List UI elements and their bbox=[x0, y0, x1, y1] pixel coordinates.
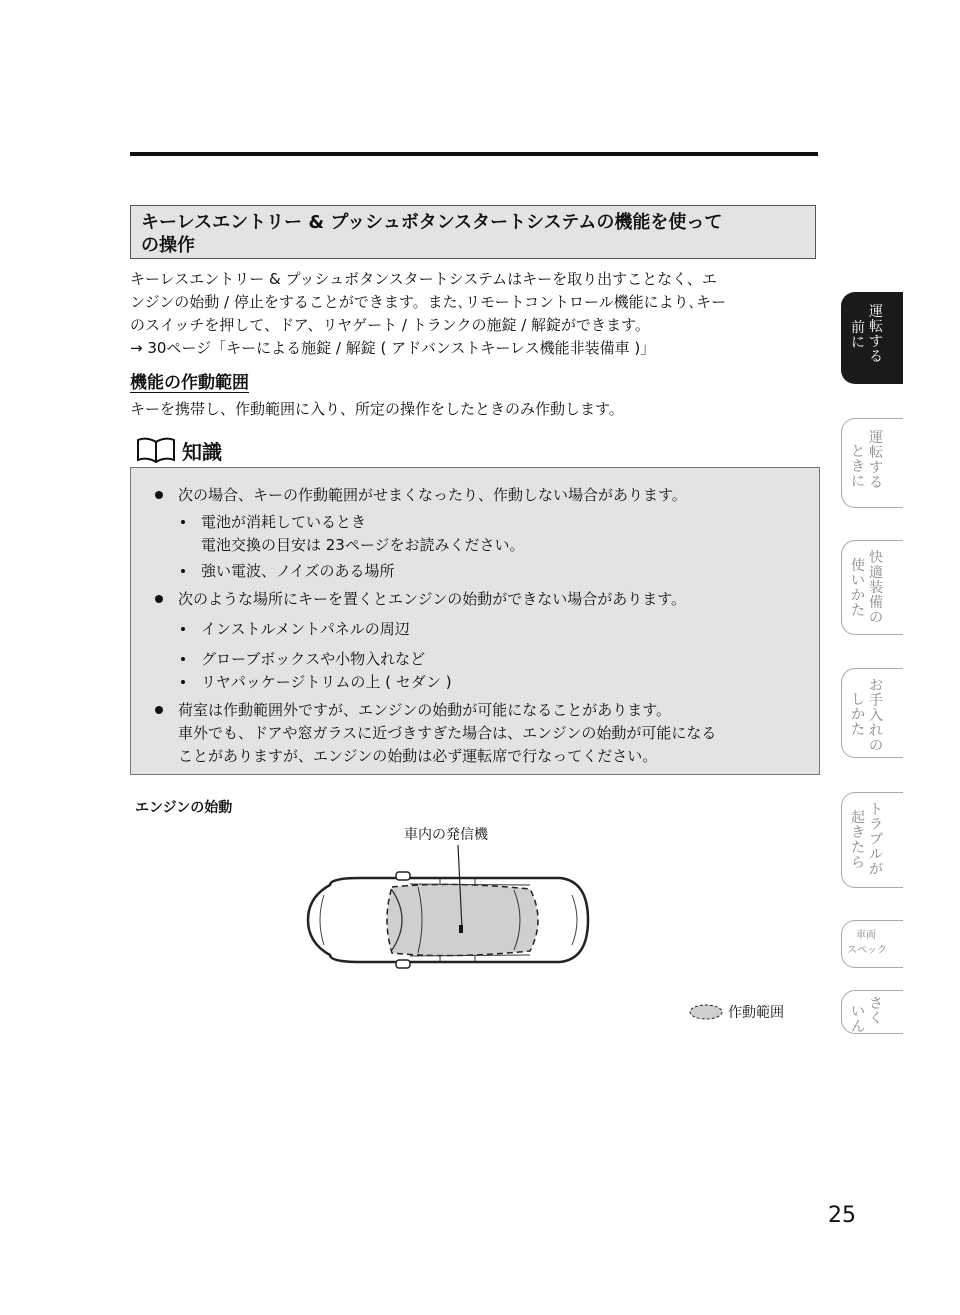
tab-maintenance[interactable] bbox=[841, 668, 903, 758]
note-sub-item: 強い電波、ノイズのある場所 bbox=[201, 562, 395, 580]
tab-label: 運転する bbox=[869, 304, 883, 365]
bullet-dot bbox=[155, 595, 163, 603]
tab-label: さく bbox=[869, 996, 883, 1027]
note-bullet-3: 荷室は作動範囲外ですが、エンジンの始動が可能になることがあります。 bbox=[178, 701, 672, 719]
range-text: キーを携帯し、作動範囲に入り、所定の操作をしたときのみ作動します。 bbox=[130, 400, 624, 418]
tab-before-driving[interactable] bbox=[841, 292, 903, 384]
transmitter-marker bbox=[459, 925, 463, 933]
note-bullet-1: 次の場合、キーの作動範囲がせまくなったり、作動しない場合があります。 bbox=[178, 486, 687, 504]
sub-bullet-dot bbox=[181, 627, 185, 631]
top-rule bbox=[130, 152, 818, 156]
tab-index[interactable] bbox=[841, 990, 903, 1034]
tab-while-driving[interactable] bbox=[841, 418, 903, 508]
tab-label: スペック bbox=[847, 945, 887, 956]
range-heading: 機能の作動範囲 bbox=[130, 373, 249, 393]
tab-troubleshooting[interactable] bbox=[841, 792, 903, 888]
figure-caption: エンジンの始動 bbox=[135, 800, 233, 816]
tab-label: 起きたら bbox=[851, 810, 865, 871]
tab-label: ときに bbox=[851, 444, 865, 490]
note-sub-item: インストルメントパネルの周辺 bbox=[201, 620, 410, 638]
open-book-icon bbox=[136, 437, 176, 463]
tab-label: しかた bbox=[851, 692, 865, 738]
tab-label: 運転する bbox=[869, 430, 883, 491]
tab-label: 使いかた bbox=[851, 558, 865, 619]
intro-paragraph bbox=[130, 268, 820, 360]
note-bullet-2: 次のような場所にキーを置くとエンジンの始動ができない場合があります。 bbox=[178, 590, 687, 608]
tab-label: いん bbox=[851, 1004, 865, 1035]
section-title-line2: の操作 bbox=[141, 235, 195, 256]
sub-bullet-dot bbox=[181, 657, 185, 661]
tab-label: 車両 bbox=[856, 930, 876, 941]
bullet-dot bbox=[155, 491, 163, 499]
tab-label: トラブルが bbox=[869, 802, 883, 878]
note-bullet-3-line: 車外でも、ドアや窓ガラスに近づきすぎた場合は、エンジンの始動が可能になる bbox=[178, 724, 717, 742]
note-sub-item: リヤパッケージトリムの上 ( セダン ) bbox=[201, 673, 452, 691]
bullet-dot bbox=[155, 706, 163, 714]
tab-label: お手入れの bbox=[869, 678, 883, 754]
callout-transmitter-label: 車内の発信機 bbox=[404, 827, 488, 843]
note-sub-item: グローブボックスや小物入れなど bbox=[201, 650, 426, 668]
legend-label: 作動範囲 bbox=[728, 1005, 784, 1021]
sub-bullet-dot bbox=[181, 520, 185, 524]
car-top-view-diagram bbox=[300, 845, 600, 995]
tab-label: 前に bbox=[851, 320, 865, 351]
knowledge-note-box bbox=[130, 467, 820, 775]
tab-comfort-equipment[interactable] bbox=[841, 540, 903, 635]
intro-line: ンジンの始動 / 停止をすることができます。また､リモートコントロール機能により､キー bbox=[130, 293, 727, 311]
sub-bullet-dot bbox=[181, 680, 185, 684]
sub-bullet-dot bbox=[181, 569, 185, 573]
tab-label: 快適装備の bbox=[869, 550, 883, 626]
knowledge-label: 知識 bbox=[182, 439, 222, 464]
intro-reference-link[interactable]: → 30ページ「キーによる施錠 / 解錠 ( アドバンストキーレス機能非装備車 )」 bbox=[130, 339, 656, 357]
note-sub-item-detail: 電池交換の目安は 23ページをお読みください。 bbox=[201, 536, 525, 554]
page-number: 25 bbox=[828, 1203, 856, 1228]
intro-line: キーレスエントリー & プッシュボタンスタートシステムはキーを取り出すことなく、エ bbox=[130, 270, 717, 288]
intro-line: のスイッチを押して、ドア、リヤゲート / トランクの施錠 / 解錠ができます。 bbox=[130, 316, 650, 334]
knowledge-heading bbox=[136, 436, 222, 464]
note-bullet-3-line: ことがありますが、エンジンの始動は必ず運転席で行なってください。 bbox=[178, 747, 658, 765]
section-title-line1: キーレスエントリー & プッシュボタンスタートシステムの機能を使って bbox=[141, 212, 723, 233]
note-sub-item: 電池が消耗しているとき bbox=[201, 513, 367, 531]
legend-swatch bbox=[688, 1003, 724, 1021]
tab-vehicle-specs[interactable] bbox=[841, 920, 903, 968]
section-header bbox=[130, 205, 816, 259]
